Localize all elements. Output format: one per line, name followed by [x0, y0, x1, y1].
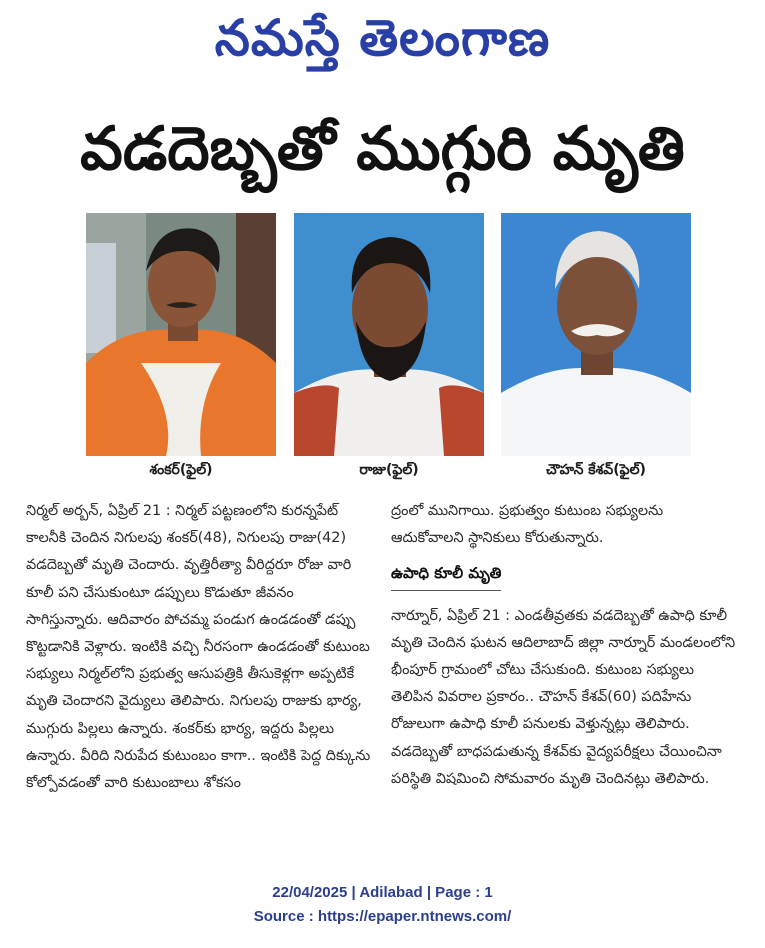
article-headline: వడదెబ్బతో ముగ్గురి మృతి — [80, 114, 685, 184]
photo-caption-chauhan-keshav: చౌహన్ కేశవ్(ఫైల్) — [546, 462, 646, 478]
photo-raju — [294, 213, 484, 456]
photo-shankar — [86, 213, 276, 456]
article-right-column — [391, 498, 739, 793]
article-subheading: ఉపాధి కూలీ మృతి — [391, 560, 501, 590]
footer-source: Source : https://epaper.ntnews.com/ — [253, 908, 512, 925]
article-continuation-text: ద్రంలో మునిగాయి. ప్రభుత్వం కుటుంబ సభ్యులను ఆదుకోవాలని స్థానికులు కోరుతున్నారు. — [391, 503, 664, 547]
footer-dateline: 22/04/2025 | Adilabad | Page : 1 — [272, 884, 493, 901]
newspaper-masthead: నమస్తే తెలంగాణ — [214, 9, 551, 67]
article-left-text: నిర్మల్ అర్బన్, ఏప్రిల్ 21 : నిర్మల్ పట్టణంలోని కురన్నపేట్ కాలనీకి చెందిన నిగులపు శంకర్(48), నిగులపు రాజు(42) వడదెబ్బతో మృతి చెందారు. వృత్తిరీత్యా వీరిద్దరూ రోజు వారి కూలీ పని చేసుకుంటూ డప్పులు కొడుతూ జీవనం సాగిస్తున్నారు. ఆదివారం పోచమ్మ పండుగ ఉండడంతో డప్పు కొట్టడానికి వెళ్లారు. ఇంటికి వచ్చి నీరసంగా ఉండడంతో కుటుంబ సభ్యులు నిర్మల్‌లోని ప్రభుత్వ ఆసుపత్రికి తీసుకెళ్లగా అప్పటికే మృతి చెందారని వైద్యులు తెలిపారు. నిగులపు రాజుకు భార్య, ముగ్గురు పిల్లలు ఉన్నారు. శంకర్‌కు భార్య, ఇద్దరు పిల్లలు ఉన్నారు. వీరిది నిరుపేద కుటుంబం కాగా.. ఇంటికి పెద్ద దిక్కును కోల్పోవడంతో వారి కుటుంబాలు శోకసం — [26, 503, 371, 792]
photo-caption-raju: రాజు(ఫైల్) — [359, 462, 419, 478]
article-right-body: నార్నూర్, ఏప్రిల్ 21 : ఎండతీవ్రతకు వడదెబ్బతో ఉపాధి కూలీ మృతి చెందిన ఘటన ఆదిలాబాద్ జిల్లా నార్నూర్ మండలంలోని భీంపూర్ గ్రామంలో చోటు చేసుకుంది. కుటుంబ సభ్యులు తెలిపిన వివరాల ప్రకారం.. చౌహన్ కేశవ్(60) పదిహేను రోజులుగా ఉపాధి కూలీ పనులకు వెళ్తున్నట్లు తెలిపారు. వడదెబ్బతో బాధపడుతున్న కేశవ్‌కు వైద్యపరీక్షలు చేయించినా పరిస్థితి విషమించి సోమవారం మృతి చెందినట్లు తెలిపారు. — [391, 607, 736, 787]
article-left-column — [26, 498, 374, 797]
photo-caption-shankar: శంకర్(ఫైల్) — [149, 462, 213, 478]
photo-chauhan-keshav — [501, 213, 691, 456]
